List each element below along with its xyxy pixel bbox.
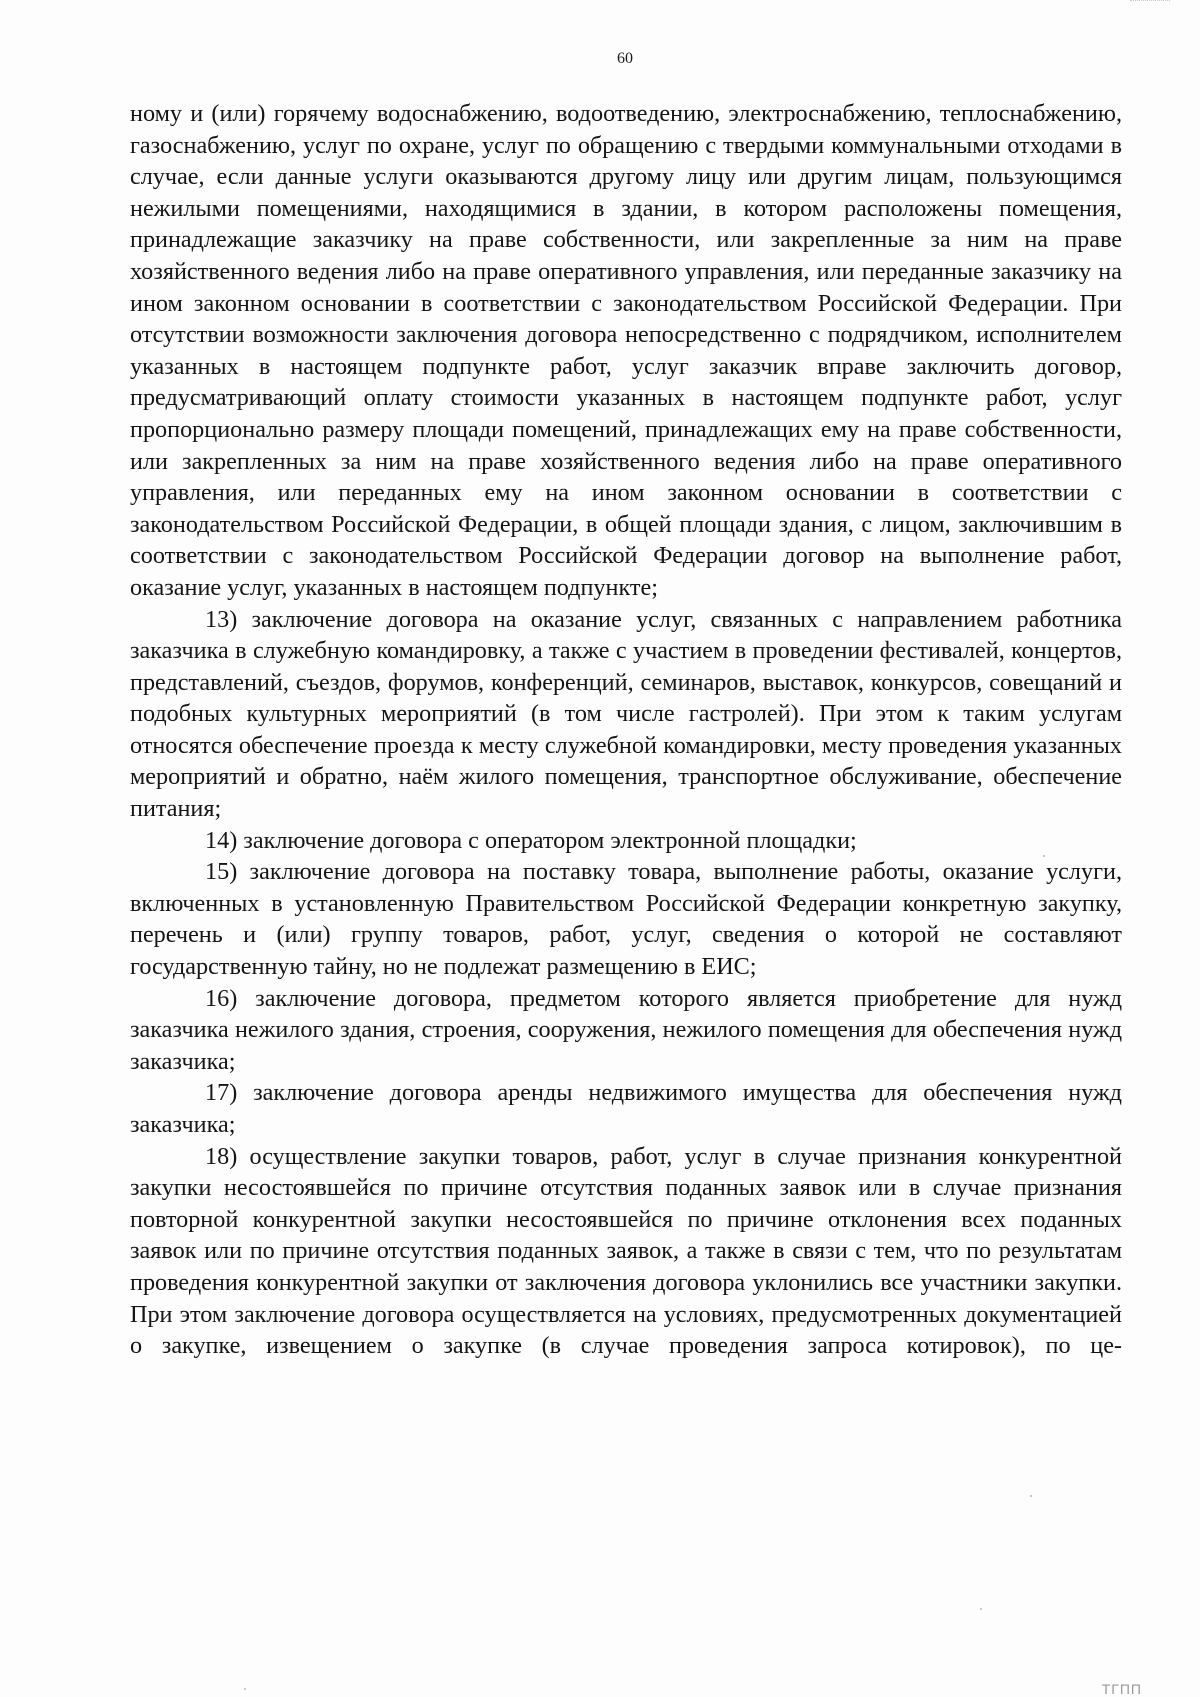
page-number: 60 — [617, 50, 633, 67]
paragraph-12-continuation: ному и (или) горячему водоснабжению, водоотведению, электроснабжению, теплоснабжению, газоснабжению, услуг по охране, услуг по обращению с твердыми коммунальными отходами в случае, если данные услуги оказываются другому лицу или другим лицам, пользующимся нежилыми помещениями, находящимися в здании, в котором расположены помещения, принадлежащие заказчику на праве собственности, или закрепленные за ним на праве хозяйственного ведения либо на праве оперативного управления, или переданные заказчику на ином законном основании в соответствии с законодательством Российской Федерации. При отсутствии возможности заключения договора непосредственно с подрядчиком, исполнителем указанных в настоящем подпункте работ, услуг заказчик вправе заключить договор, предусматривающий оплату стоимости указанных в настоящем подпункте работ, услуг пропорционально размеру площади помещений, принадлежащих ему на праве собственности, или закрепленных за ним на праве хозяйственного ведения либо на праве оперативного управления, или переданных ему на ином законном основании в соответствии с законодательством Российской Федерации, в общей площади здания, с лицом, заключившим в соответствии с законодательством Российской Федерации договор на выполнение работ, оказание услуг, указанных в настоящем подпункте; — [130, 100, 1122, 601]
scan-speck — [980, 1608, 982, 1610]
paragraph-13: 13) заключение договора на оказание услуг, связанных с направлением работника заказчика в служебную командировку, а также с участием в проведении фестивалей, концертов, представлений, съездов, форумов, конференций, семинаров, выставок, конкурсов, совещаний и подобных культурных мероприятий (в том числе гастролей). При этом к таким услугам относятся обеспечение проезда к месту служебной командировки, месту проведения указанных мероприятий и обратно, наём жилого помещения, транспортное обслуживание, обеспечение питания; — [130, 605, 1122, 823]
paragraph-18: 18) осуществление закупки товаров, работ, услуг в случае признания конкурентной закупки несостоявшейся по причине отсутствия поданных заявок или в случае признания повторной конкурентной закупки несостоявшейся по причине отклонения всех поданных заявок или по причине отсутствия поданных заявок, а также в связи с тем, что по результатам проведения конкурентной закупки от заключения договора уклонились все участники закупки. При этом заключение договора осуществляется на условиях, предусмотренных документацией о закупке, извещением о закупке (в случае проведения запроса котировок), по це- — [130, 1142, 1122, 1360]
paragraph-15: 15) заключение договора на поставку товара, выполнение работы, оказание услуги, включенных в установленную Правительством Российской Федерации конкретную закупку, перечень и (или) группу товаров, работ, услуг, сведения о которой не составляют государственную тайну, но не подлежат размещению в ЕИС; — [130, 858, 1122, 981]
document-body — [130, 98, 1122, 1362]
paragraph-14: 14) заключение договора с оператором электронной площадки; — [205, 826, 857, 854]
footer-mark: ТГПП — [1101, 1681, 1142, 1697]
scan-speck — [1030, 1495, 1032, 1497]
scan-speck — [244, 1688, 246, 1690]
paragraph-16: 16) заключение договора, предметом которого является приобретение для нужд заказчика нежилого здания, строения, сооружения, нежилого помещения для обеспечения нужд заказчика; — [130, 984, 1122, 1075]
scan-edge-mark — [1130, 0, 1170, 5]
scan-speck — [1043, 855, 1045, 857]
paragraph-17: 17) заключение договора аренды недвижимого имущества для обеспечения нужд заказчика; — [130, 1079, 1122, 1138]
